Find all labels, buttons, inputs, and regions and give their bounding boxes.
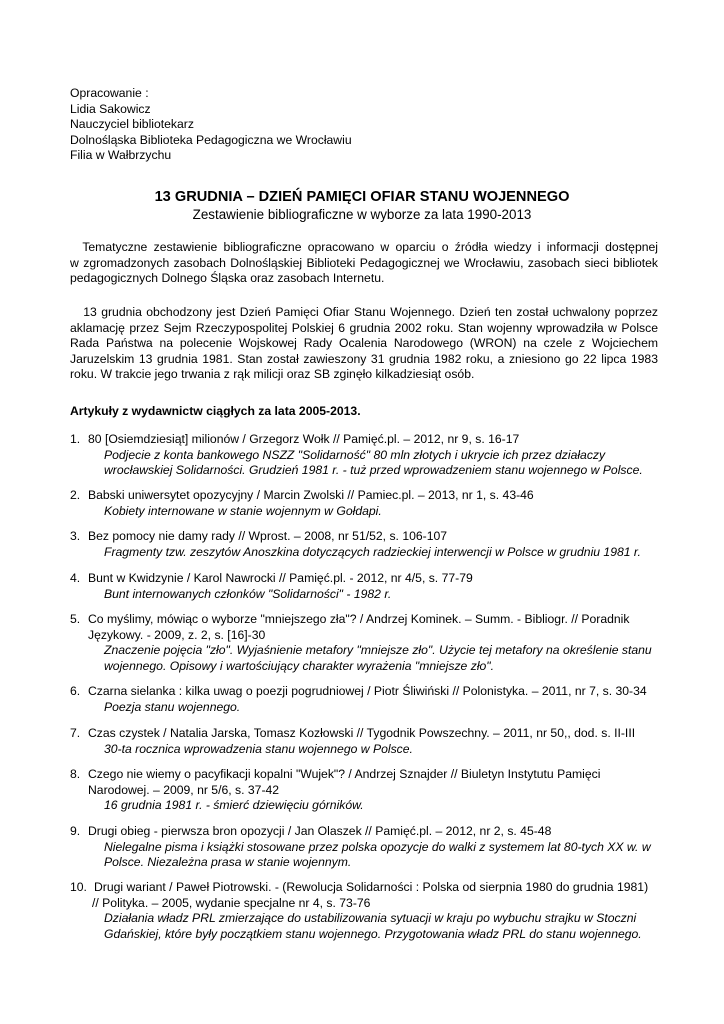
paragraph-line: 13 grudnia obchodzony jest Dzień Pamięci Ofiar Stanu Wojennego. Dzień ten został uchwalony poprzez xyxy=(70,305,658,319)
paragraph-line: Jaruzelskim 13 grudnia 1981. Stan został zawieszony 31 grudnia 1982 roku, a zniesiono go 22 lipca 1983 xyxy=(70,351,658,366)
entry-number: 10. xyxy=(70,880,87,894)
intro-paragraph-2 xyxy=(70,305,658,383)
entry-annotation: Poezja stanu wojennego. xyxy=(104,699,241,714)
entry-annotation: 16 grudnia 1981 r. - śmierć dziewięciu górników. xyxy=(104,798,364,813)
entry-citation: Co myślimy, mówiąc o wyborze "mniejszego zła"? / Andrzej Kominek. – Summ. - Bibliogr. // Poradnik xyxy=(88,612,630,626)
entry-number: 9. xyxy=(70,824,81,838)
entry-annotation: wojennego. Opisowy i wartościujący charakter wyrażenia "mniejsze zło". xyxy=(104,658,495,673)
bibliography-entry xyxy=(70,571,670,602)
bibliography-entry xyxy=(70,529,670,560)
entry-number: 3. xyxy=(70,529,81,543)
entry-number: 7. xyxy=(70,726,81,740)
entry-citation: Babski uniwersytet opozycyjny / Marcin Zwolski // Pamiec.pl. – 2013, nr 1, s. 43-46 xyxy=(88,488,534,502)
paragraph-line: Tematyczne zestawienie bibliograficzne opracowano w oparciu o źródła wiedzy i informacji dostępnej xyxy=(70,240,658,254)
entry-citation: Czarna sielanka : kilka uwag o poezji pogrudniowej / Piotr Śliwiński // Polonistyka. – 2011, nr 7, s. 30-34 xyxy=(88,684,647,698)
entry-citation: Czego nie wiemy o pacyfikacji kopalni "Wujek"? / Andrzej Sznajder // Biuletyn Instytutu Pamięci xyxy=(88,767,601,781)
entry-annotation: Kobiety internowane w stanie wojennym w Gołdapi. xyxy=(104,503,382,518)
author-line: Opracowanie : xyxy=(70,86,149,100)
document-subtitle: Zestawienie bibliograficzne w wyborze za lata 1990-2013 xyxy=(192,207,532,222)
entry-citation: Bunt w Kwidzynie / Karol Nawrocki // Pamięć.pl. - 2012, nr 4/5, s. 77-79 xyxy=(88,571,473,585)
entry-number: 8. xyxy=(70,767,81,781)
entry-number: 6. xyxy=(70,684,81,698)
entry-citation: Czas czystek / Natalia Jarska, Tomasz Kozłowski // Tygodnik Powszechny. – 2011, nr 50,, dod. s. II-III xyxy=(88,726,636,740)
document-title: 13 GRUDNIA – DZIEŃ PAMIĘCI OFIAR STANU WOJENNEGO xyxy=(154,189,570,205)
entry-number: 5. xyxy=(70,612,81,626)
entry-citation: 80 [Osiemdziesiąt] milionów / Grzegorz Wołk // Pamięć.pl. – 2012, nr 9, s. 16-17 xyxy=(88,432,520,446)
entry-number: 1. xyxy=(70,432,81,446)
entry-number: 2. xyxy=(70,488,81,502)
author-line: Nauczyciel bibliotekarz xyxy=(70,117,194,132)
entry-annotation: Fragmenty tzw. zeszytów Anoszkina dotyczących radzieckiej interwencji w Polsce w grudniu 1981 r. xyxy=(104,544,641,559)
paragraph-line: roku. W trakcie jego trwania z rąk milicji oraz SB zginęło kilkadziesiąt osób. xyxy=(70,367,475,382)
intro-paragraph-1 xyxy=(70,240,658,287)
bibliography-entry xyxy=(70,726,670,757)
bibliography-entry xyxy=(70,767,670,814)
entry-annotation: Podjecie z konta bankowego NSZZ "Solidarność" 80 mln złotych i ukrycie ich przez działaczy xyxy=(104,447,606,462)
paragraph-line: aklamację przez Sejm Rzeczypospolitej Polskiej 6 grudnia 2002 roku. Stan wojenny wprowadziła w Polsce xyxy=(70,320,658,335)
bibliography-entry xyxy=(70,880,670,942)
entry-citation: Narodowej. – 2009, nr 5/6, s. 37-42 xyxy=(88,782,280,797)
entry-citation: Językowy. - 2009, z. 2, s. [16]-30 xyxy=(88,627,266,642)
paragraph-line: pedagogicznych Dolnego Śląska oraz zasobach Internetu. xyxy=(70,271,385,286)
bibliography-entry xyxy=(70,432,670,479)
entry-annotation: wrocławskiej Solidarności. Grudzień 1981 r. - tuż przed wprowadzeniem stanu wojennego w Polsce. xyxy=(104,463,643,478)
bibliography-entry xyxy=(70,824,670,871)
bibliography-entry xyxy=(70,612,670,674)
entry-citation: Drugi obieg - pierwsza bron opozycji / Jan Olaszek // Pamięć.pl. – 2012, nr 2, s. 45-48 xyxy=(88,824,552,838)
entry-citation: Bez pomocy nie damy rady // Wprost. – 2008, nr 51/52, s. 106-107 xyxy=(88,529,448,543)
entry-citation: // Polityka. – 2005, wydanie specjalne nr 4, s. 73-76 xyxy=(92,895,371,910)
paragraph-line: w zgromadzonych zasobach Dolnośląskiej Biblioteki Pedagogicznej we Wrocławiu, zasobach sieci bibliotek xyxy=(70,255,658,270)
author-line: Dolnośląska Biblioteka Pedagogiczna we Wrocławiu xyxy=(70,132,352,147)
bibliography-entry xyxy=(70,684,670,715)
entry-annotation: Gdańskiej, które były początkiem stanu wojennego. Przygotowania władz PRL do stanu wojennego. xyxy=(104,926,642,941)
entry-annotation: Znaczenie pojęcia "zło". Wyjaśnienie metafory "mniejsze zło". Użycie tej metafory na określenie stanu xyxy=(104,643,652,658)
entry-annotation: Nielegalne pisma i książki stosowane przez polska opozycje do walki z systemem lat 80-tych XX w. w xyxy=(104,839,651,854)
section-heading: Artykuły z wydawnictw ciągłych za lata 2005-2013. xyxy=(70,404,361,418)
entry-annotation: Polsce. Niezależna prasa w stanie wojennym. xyxy=(104,855,352,870)
author-block xyxy=(70,86,352,164)
bibliography-entry xyxy=(70,488,670,519)
entry-number: 4. xyxy=(70,571,81,585)
entry-annotation: Działania władz PRL zmierzające do ustabilizowania sytuacji w kraju po wybuchu strajku w Stoczni xyxy=(104,911,637,926)
entry-citation: Drugi wariant / Paweł Piotrowski. - (Rewolucja Solidarności : Polska od sierpnia 1980 do grudnia 1981) xyxy=(94,880,649,894)
paragraph-line: Rada Państwa na polecenie Wojskowej Rady Ocalenia Narodowego (WRON) na czele z Wojciechem xyxy=(70,336,658,351)
entry-annotation: 30-ta rocznica wprowadzenia stanu wojennego w Polsce. xyxy=(104,741,413,756)
author-line: Lidia Sakowicz xyxy=(70,101,151,116)
author-line: Filia w Wałbrzychu xyxy=(70,148,172,163)
entry-annotation: Bunt internowanych członków "Solidarności" - 1982 r. xyxy=(104,586,392,601)
